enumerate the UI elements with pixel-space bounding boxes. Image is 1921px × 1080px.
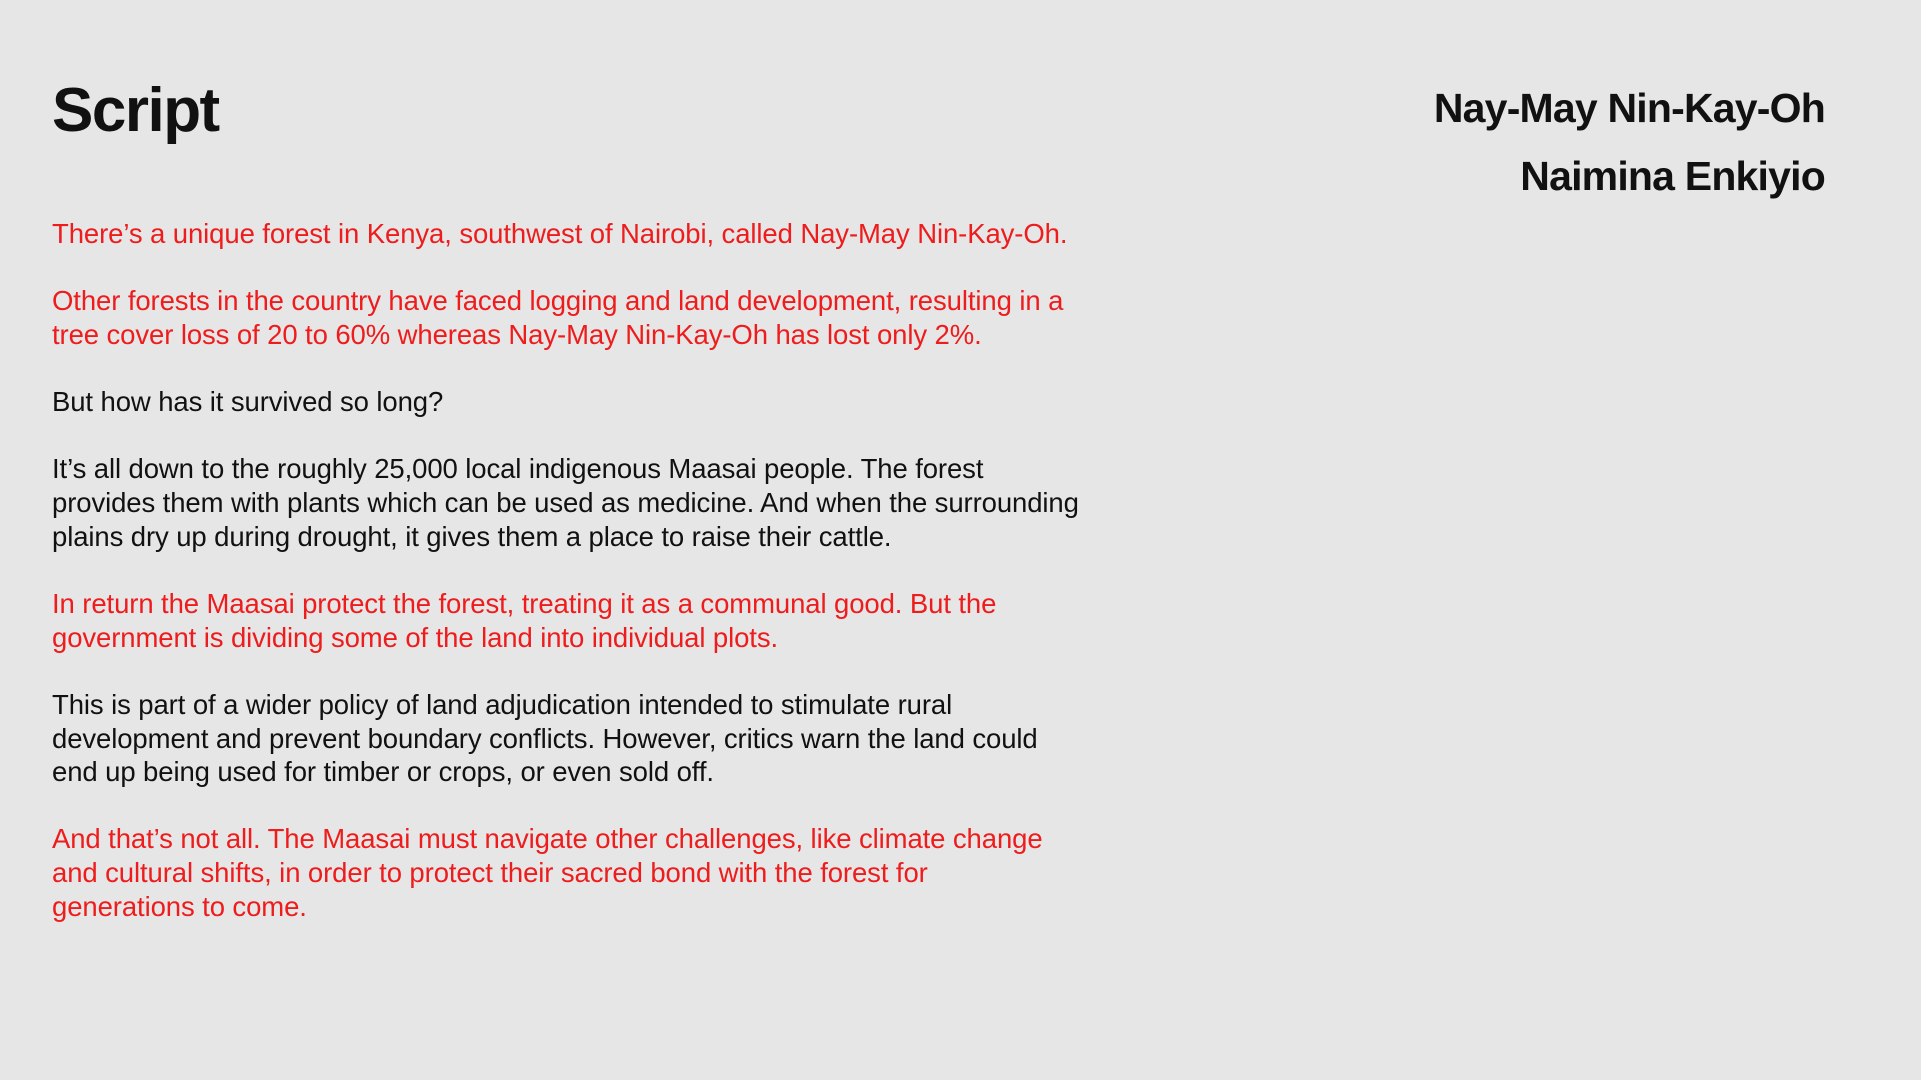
script-paragraph-6 (52, 688, 1172, 789)
script-line: government is dividing some of the land into individual plots. (52, 621, 779, 653)
script-paragraph-5 (52, 587, 1172, 654)
script-line: plains dry up during drought, it gives them a place to raise their cattle. (52, 520, 892, 552)
script-line: There’s a unique forest in Kenya, southwest of Nairobi, called Nay-May Nin-Kay-Oh. (52, 218, 1068, 249)
script-line: Other forests in the country have faced logging and land development, resulting in a (52, 285, 1064, 317)
script-line: It’s all down to the roughly 25,000 local indigenous Maasai people. The forest (52, 453, 984, 485)
page-title: Script (52, 76, 219, 145)
script-paragraph-1 (52, 217, 1172, 251)
script-line: But how has it survived so long? (52, 386, 444, 418)
script-body (52, 217, 1172, 957)
script-paragraph-7 (52, 822, 1172, 923)
forest-name-phonetic: Nay-May Nin-Kay-Oh (1433, 85, 1825, 131)
script-line: And that’s not all. The Maasai must navigate other challenges, like climate change (52, 823, 1043, 855)
script-line: generations to come. (52, 890, 307, 922)
forest-name-maa: Naimina Enkiyio (1520, 153, 1825, 199)
script-line: This is part of a wider policy of land adjudication intended to stimulate rural (52, 688, 953, 720)
forest-name-block (1434, 74, 1825, 210)
script-line: provides them with plants which can be used as medicine. And when the surrounding (52, 487, 1079, 519)
script-line: In return the Maasai protect the forest, treating it as a communal good. But the (52, 587, 997, 619)
script-line: end up being used for timber or crops, or even sold off. (52, 756, 714, 788)
script-paragraph-3 (52, 385, 1172, 419)
script-paragraph-2 (52, 284, 1172, 351)
script-line: development and prevent boundary conflicts. However, critics warn the land could (52, 722, 1038, 754)
script-line: tree cover loss of 20 to 60% whereas Nay-May Nin-Kay-Oh has lost only 2%. (52, 318, 982, 350)
script-paragraph-4 (52, 452, 1172, 553)
script-line: and cultural shifts, in order to protect their sacred bond with the forest for (52, 857, 928, 889)
